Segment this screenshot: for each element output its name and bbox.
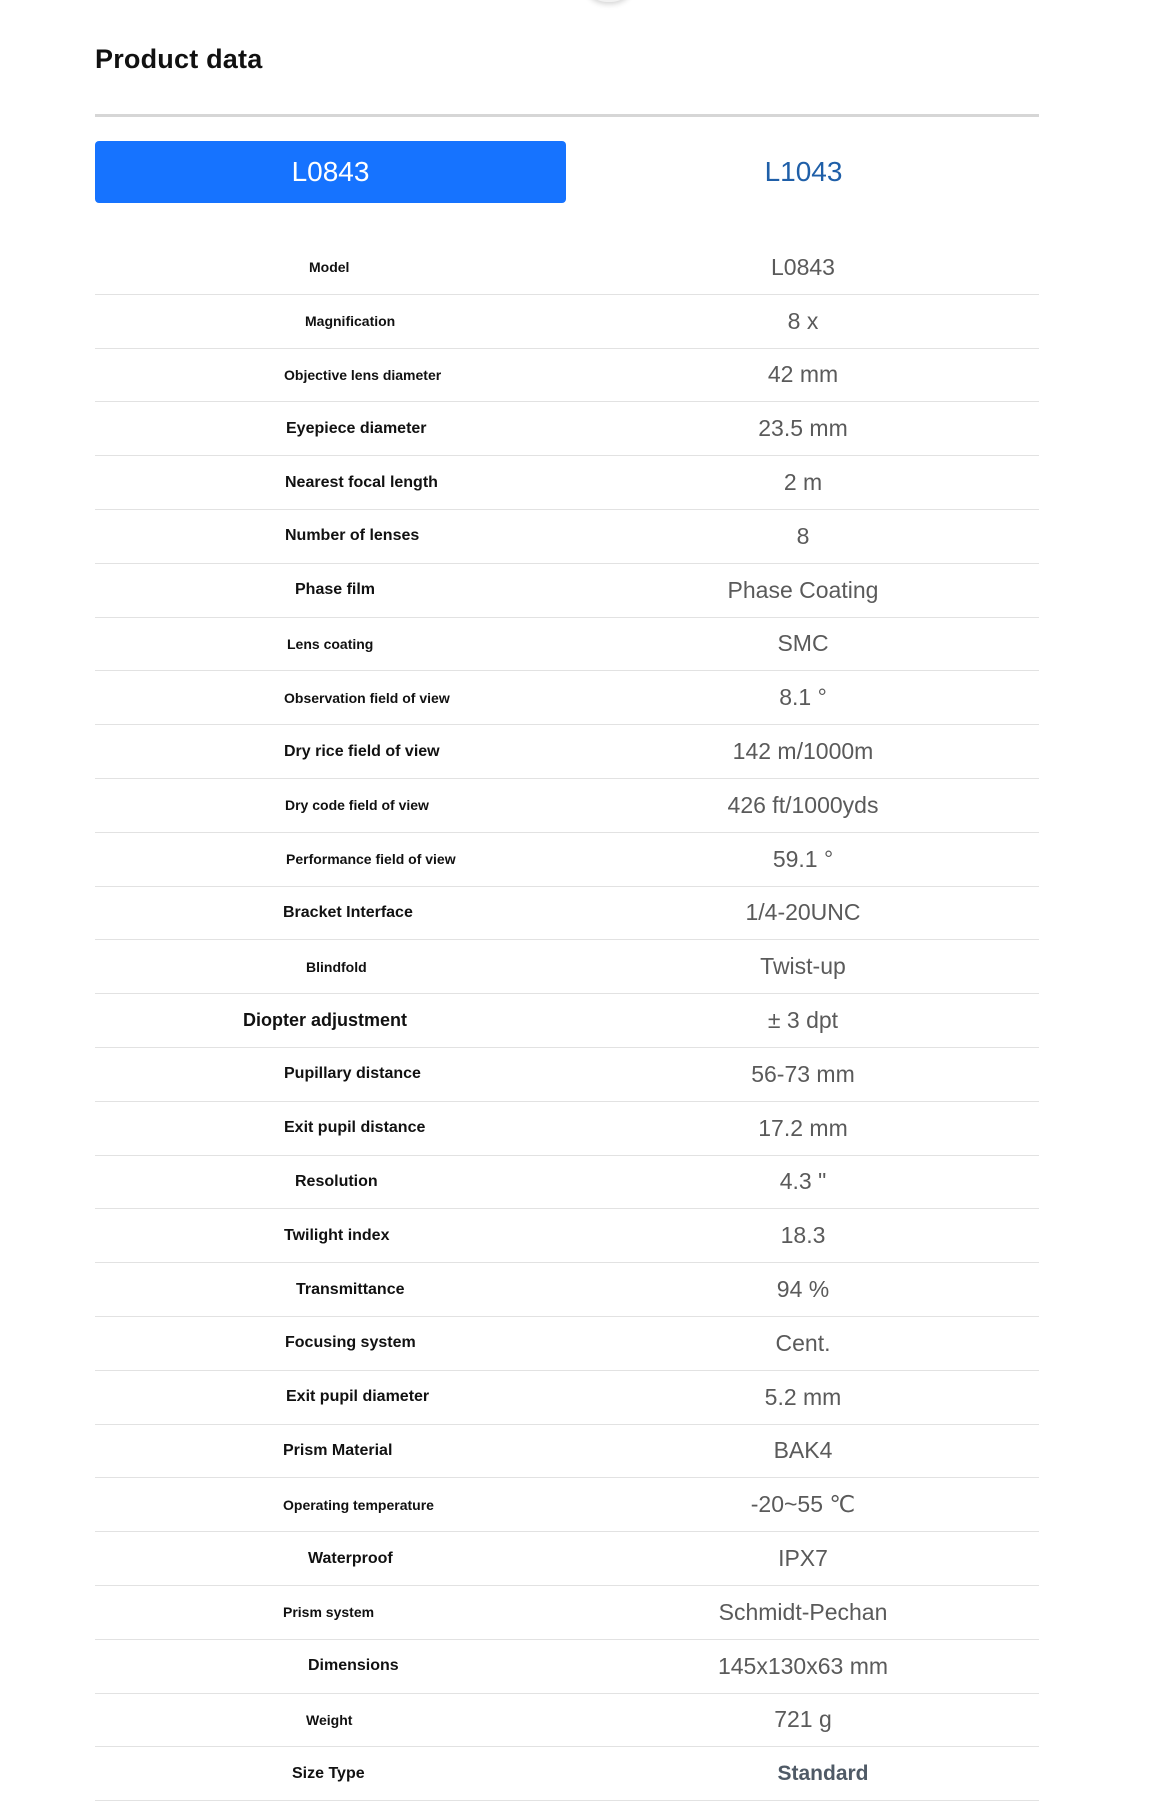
spec-value: 4.3 " <box>779 1168 827 1195</box>
spec-value: 56-73 mm <box>751 1060 855 1087</box>
spec-row-prism-material <box>95 1425 1039 1479</box>
spec-value: 42 mm <box>767 361 839 388</box>
spec-value: 8 <box>796 522 810 549</box>
spec-value: 426 ft/1000yds <box>727 791 879 818</box>
spec-value: 2 m <box>783 469 823 496</box>
spec-row-lens-coating <box>95 618 1039 672</box>
spec-row-number-of-lenses <box>95 510 1039 564</box>
spec-label: Weight <box>306 1711 353 1728</box>
spec-value: Schmidt-Pechan <box>718 1598 888 1625</box>
spec-value: Standard <box>777 1761 869 1785</box>
spec-label: Dry rice field of view <box>284 742 440 760</box>
spec-value: 8.1 ° <box>779 684 827 711</box>
spec-value: Twist-up <box>760 953 846 980</box>
spec-row-exit-pupil-distance <box>95 1102 1039 1156</box>
pull-handle <box>583 0 635 2</box>
spec-label: Nearest focal length <box>285 473 438 491</box>
spec-label: Resolution <box>295 1172 378 1190</box>
spec-value: 17.2 mm <box>758 1114 848 1141</box>
spec-label: Waterproof <box>308 1549 393 1567</box>
spec-label: Performance field of view <box>286 851 456 868</box>
spec-value: BAK4 <box>773 1437 833 1464</box>
spec-label: Diopter adjustment <box>243 1010 408 1031</box>
spec-value: 721 g <box>774 1706 832 1733</box>
spec-label: Transmittance <box>296 1280 405 1298</box>
spec-row-dimensions <box>95 1640 1039 1694</box>
spec-value: Cent. <box>775 1329 831 1356</box>
spec-label: Magnification <box>305 313 396 330</box>
spec-label: Exit pupil distance <box>284 1119 426 1137</box>
spec-label: Dry code field of view <box>285 797 429 814</box>
spec-label: Bracket Interface <box>283 903 413 921</box>
spec-value: ± 3 dpt <box>767 1007 839 1034</box>
spec-value: L0843 <box>771 253 835 280</box>
spec-value: 94 % <box>776 1276 830 1303</box>
spec-label: Prism Material <box>283 1441 393 1459</box>
spec-value: -20~55 ℃ <box>750 1491 856 1518</box>
spec-row-dry-rice-field-of-view <box>95 725 1039 779</box>
spec-label: Model <box>309 259 350 276</box>
spec-label: Prism system <box>283 1604 375 1621</box>
spec-row-nearest-focal-length <box>95 456 1039 510</box>
spec-label: Lens coating <box>287 635 374 652</box>
model-tabs <box>95 141 1039 203</box>
spec-row-magnification <box>95 295 1039 349</box>
spec-label: Objective lens diameter <box>284 366 442 383</box>
spec-value: 8 x <box>787 307 819 334</box>
spec-value: 145x130x63 mm <box>717 1652 889 1679</box>
spec-value: IPX7 <box>778 1545 828 1572</box>
spec-row-size-type <box>95 1747 1039 1801</box>
spec-value: 23.5 mm <box>758 415 848 442</box>
spec-label: Observation field of view <box>284 689 450 706</box>
spec-label: Eyepiece diameter <box>286 419 427 437</box>
spec-row-dry-code-field-of-view <box>95 779 1039 833</box>
spec-row-exit-pupil-diameter <box>95 1371 1039 1425</box>
spec-row-operating-temperature <box>95 1478 1039 1532</box>
spec-label: Pupillary distance <box>284 1065 421 1083</box>
spec-value: 59.1 ° <box>772 845 834 872</box>
spec-label: Exit pupil diameter <box>286 1388 430 1406</box>
spec-row-objective-lens-diameter <box>95 349 1039 403</box>
spec-row-weight <box>95 1694 1039 1748</box>
spec-row-bracket-interface <box>95 887 1039 941</box>
spec-label: Twilight index <box>284 1226 390 1244</box>
spec-row-phase-film <box>95 564 1039 618</box>
spec-row-focusing-system <box>95 1317 1039 1371</box>
spec-label: Focusing system <box>285 1334 416 1352</box>
spec-label: Phase film <box>295 581 376 599</box>
spec-row-blindfold <box>95 940 1039 994</box>
spec-label: Operating temperature <box>283 1496 434 1513</box>
spec-row-eyepiece-diameter <box>95 402 1039 456</box>
spec-row-prism-system <box>95 1586 1039 1640</box>
spec-label: Size Type <box>292 1764 365 1782</box>
spec-value: 1/4-20UNC <box>745 899 861 926</box>
title-divider <box>95 114 1039 117</box>
tab-l1043[interactable]: L1043 <box>764 156 843 187</box>
spec-table <box>95 241 1039 1801</box>
spec-row-waterproof <box>95 1532 1039 1586</box>
spec-row-observation-field-of-view <box>95 671 1039 725</box>
spec-label: Dimensions <box>308 1657 399 1675</box>
spec-row-resolution <box>95 1156 1039 1210</box>
spec-value: Phase Coating <box>727 576 879 603</box>
spec-value: SMC <box>777 630 829 657</box>
spec-label: Number of lenses <box>285 527 420 545</box>
spec-value: 5.2 mm <box>764 1383 842 1410</box>
spec-row-diopter-adjustment <box>95 994 1039 1048</box>
spec-row-performance-field-of-view <box>95 833 1039 887</box>
spec-value: 18.3 <box>780 1222 826 1249</box>
spec-row-pupillary-distance <box>95 1048 1039 1102</box>
spec-row-model <box>95 241 1039 295</box>
page-title: Product data <box>95 44 263 74</box>
spec-row-transmittance <box>95 1263 1039 1317</box>
tab-l0843[interactable]: L0843 <box>95 141 566 203</box>
spec-row-twilight-index <box>95 1209 1039 1263</box>
spec-value: 142 m/1000m <box>732 738 874 765</box>
spec-label: Blindfold <box>306 958 367 975</box>
